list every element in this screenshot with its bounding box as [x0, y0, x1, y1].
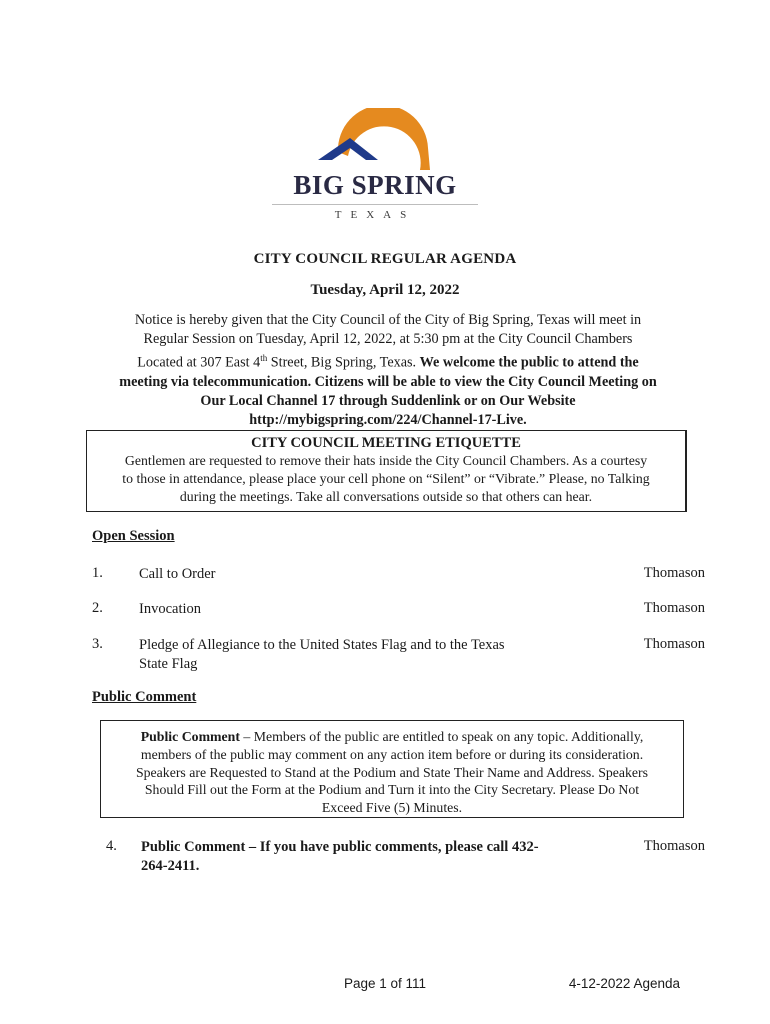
document-label: 4-12-2022 Agenda — [568, 976, 680, 991]
etiquette-box — [86, 430, 687, 512]
item-presenter: Thomason — [643, 600, 705, 616]
item-text — [141, 838, 561, 876]
item-text-line: Public Comment – If you have public comments, please call 432- — [141, 839, 539, 855]
etiquette-line-2: to those in attendance, please place your cell phone on “Silent” or “Vibrate.” Please, no Talking — [122, 471, 650, 486]
public-comment-line-3: Speakers are Requested to Stand at the Podium and State Their Name and Address. Speakers — [135, 764, 649, 780]
item-text — [139, 636, 505, 674]
logo-divider — [272, 204, 478, 205]
notice-line-3 — [100, 349, 676, 373]
notice-address-pre: Located at 307 East 4 — [137, 354, 261, 371]
item-text: Call to Order — [139, 566, 216, 582]
public-comment-line-2: members of the public may comment on any action item before or during its consideration. — [140, 746, 644, 762]
item-text-line: Pledge of Allegiance to the United States Flag and to the Texas — [139, 637, 505, 653]
public-comment-rules — [101, 728, 683, 817]
page-number: Page 1 of 111 — [343, 976, 427, 991]
etiquette-line-3: during the meetings. Take all conversations outside so that others can hear. — [179, 489, 593, 504]
item-text: Invocation — [139, 601, 202, 617]
meeting-notice — [100, 311, 676, 430]
public-comment-label: Public Comment — [140, 729, 240, 744]
notice-line-1: Notice is hereby given that the City Council of the City of Big Spring, Texas will meet in — [134, 312, 642, 328]
etiquette-title: CITY COUNCIL MEETING ETIQUETTE — [251, 435, 521, 451]
item-number: 3. — [92, 636, 103, 652]
logo-subtitle: TEXAS — [334, 209, 416, 221]
item-text-line: 264-2411. — [141, 858, 200, 874]
public-comment-line-5: Exceed Five (5) Minutes. — [321, 800, 463, 816]
item-number: 2. — [92, 600, 103, 616]
public-comment-box — [100, 720, 684, 818]
notice-line-4: meeting via telecommunication. Citizens will be able to view the City Council Meeting on — [119, 373, 657, 390]
item-text-line: State Flag — [139, 656, 198, 672]
public-comment-line-4: Should Fill out the Form at the Podium and Turn it into the City Secretary. Please Do Not — [144, 782, 640, 798]
logo-arc — [338, 108, 430, 170]
notice-address-sup: th — [260, 353, 268, 363]
public-comment-line-1: – Members of the public are entitled to speak on any topic. Additionally, — [239, 729, 644, 744]
notice-welcome: We welcome the public to attend the — [419, 354, 639, 371]
notice-address-post: Street, Big Spring, Texas. — [267, 354, 420, 371]
item-number: 4. — [106, 838, 117, 854]
notice-line-5: Our Local Channel 17 through Suddenlink or on Our Website — [200, 392, 576, 409]
agenda-title: CITY COUNCIL REGULAR AGENDA — [253, 251, 517, 267]
notice-website-link[interactable]: http://mybigspring.com/224/Channel-17-Live. — [249, 411, 527, 428]
etiquette-line-1: Gentlemen are requested to remove their hats inside the City Council Chambers. As a courtesy — [124, 453, 648, 468]
item-presenter: Thomason — [643, 636, 705, 652]
item-presenter: Thomason — [643, 565, 705, 581]
agenda-date: Tuesday, April 12, 2022 — [310, 282, 460, 298]
notice-line-2: Regular Session on Tuesday, April 12, 2022, at 5:30 pm at the City Council Chambers — [143, 331, 633, 347]
item-number: 1. — [92, 565, 103, 581]
public-comment-heading: Public Comment — [92, 689, 197, 705]
logo-wordmark: BIG SPRING — [293, 170, 457, 200]
open-session-heading: Open Session — [92, 528, 175, 544]
item-presenter: Thomason — [643, 838, 705, 854]
logo-roof — [318, 138, 378, 160]
